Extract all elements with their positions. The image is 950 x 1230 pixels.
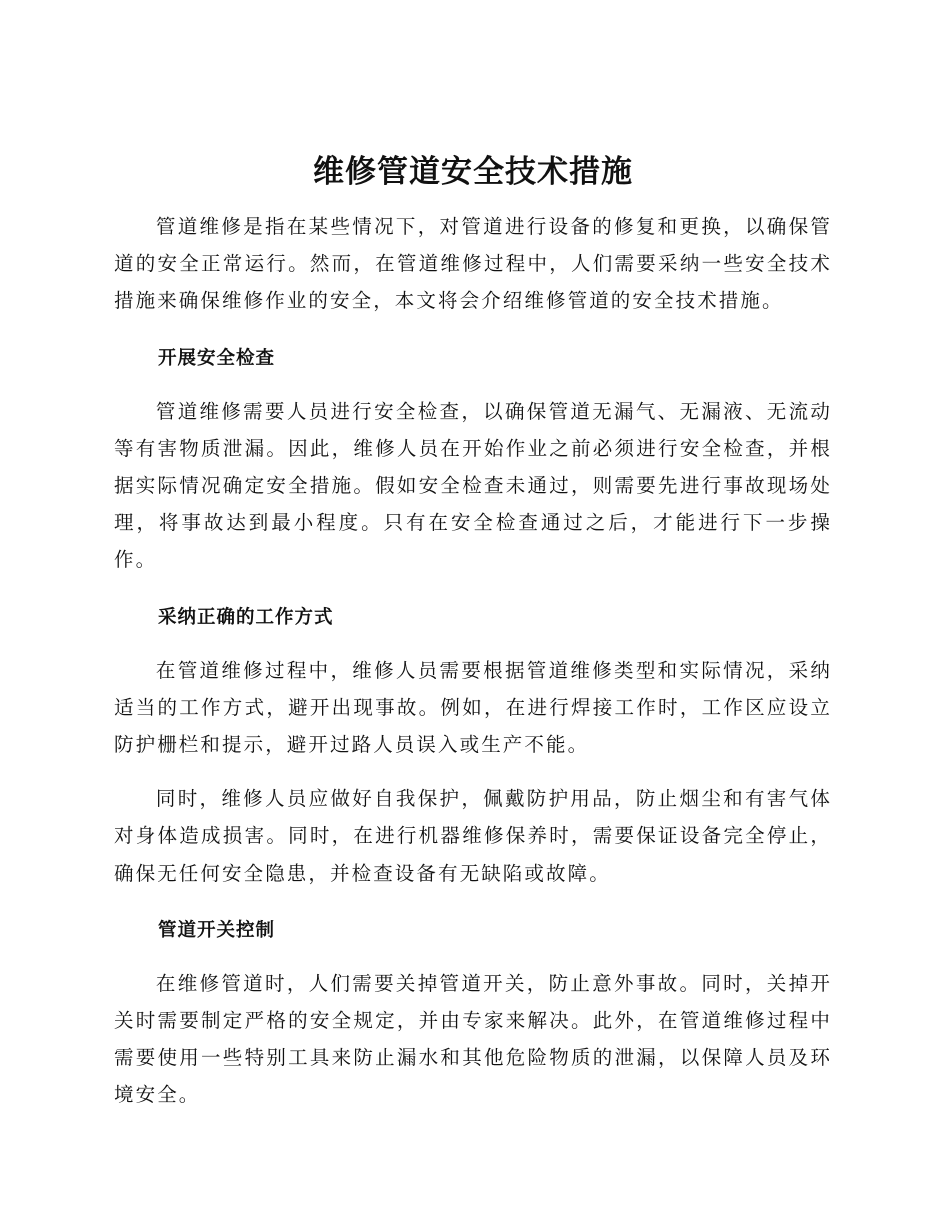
document-title: 维修管道安全技术措施 xyxy=(313,154,633,190)
section-pipe-switch-control xyxy=(114,914,832,1114)
section-paragraph: 在管道维修过程中，维修人员需要根据管道维修类型和实际情况，采纳适当的工作方式，避开出现事故。例如，在进行焊接工作时，工作区应设立防护栅栏和提示，避开过路人员误入或生产不能。 xyxy=(114,658,832,757)
section-paragraph: 管道维修需要人员进行安全检查，以确保管道无漏气、无漏液、无流动等有害物质泄漏。因此，维修人员在开始作业之前必须进行安全检查，并根据实际情况确定安全措施。假如安全检查未通过，则需要先进行事故现场处理，将事故达到最小程度。只有在安全检查通过之后，才能进行下一步操作。 xyxy=(114,399,832,572)
intro-paragraph: 管道维修是指在某些情况下，对管道进行设备的修复和更换，以确保管道的安全正常运行。然而，在管道维修过程中，人们需要采纳一些安全技术措施来确保维修作业的安全，本文将会介绍维修管道的安全技术措施。 xyxy=(114,215,832,313)
section-work-method xyxy=(114,601,832,892)
document-page xyxy=(114,146,832,1114)
section-safety-inspection xyxy=(114,342,832,579)
section-heading: 采纳正确的工作方式 xyxy=(158,606,334,628)
section-paragraph: 在维修管道时，人们需要关掉管道开关，防止意外事故。同时，关掉开关时需要制定严格的安全规定，并由专家来解决。此外，在管道维修过程中需要使用一些特别工具来防止漏水和其他危险物质的泄漏，以保障人员及环境安全。 xyxy=(114,971,832,1107)
section-heading: 管道开关控制 xyxy=(158,919,276,941)
section-heading: 开展安全检查 xyxy=(158,347,276,369)
section-paragraph: 同时，维修人员应做好自我保护，佩戴防护用品，防止烟尘和有害气体对身体造成损害。同时，在进行机器维修保养时，需要保证设备完全停止，确保无任何安全隐患，并检查设备有无缺陷或故障。 xyxy=(114,787,832,885)
